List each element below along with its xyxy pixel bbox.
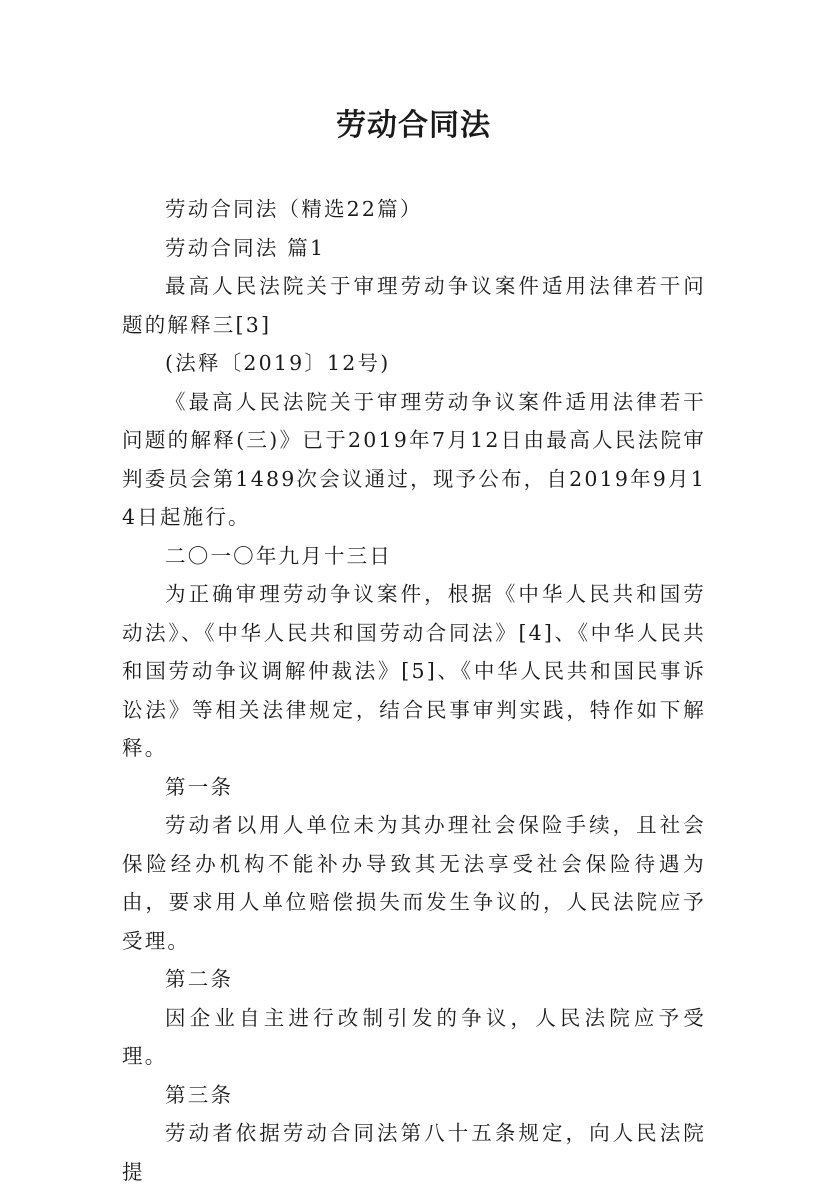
- document-title: 劳动合同法: [336, 108, 491, 143]
- paragraph: 因企业自主进行改制引发的争议，人民法院应予受理。: [122, 1005, 706, 1068]
- paragraph: 劳动合同法 篇1: [165, 235, 326, 260]
- paragraph: 劳动合同法（精选22篇）: [165, 197, 423, 221]
- document-body: [122, 190, 706, 1191]
- article-heading: 第一条: [165, 774, 234, 799]
- paragraph: (法释〔2019〕12号): [165, 351, 391, 375]
- paragraph: 二〇一〇年九月十三日: [165, 543, 393, 568]
- paragraph: 劳动者依据劳动合同法第八十五条规定，向人民法院提: [122, 1121, 706, 1184]
- article-heading: 第三条: [165, 1082, 234, 1107]
- paragraph: 为正确审理劳动争议案件，根据《中华人民共和国劳动法》、《中华人民共和国劳动合同法》[4]、《中华人民共和国劳动争议调解仲裁法》[5]、《中华人民共和国民事诉讼法》等相关法律规定，结合民事审判实践，特作如下解释。: [122, 582, 706, 760]
- paragraph: 最高人民法院关于审理劳动争议案件适用法律若干问题的解释三[3]: [122, 274, 706, 337]
- article-heading: 第二条: [165, 967, 234, 991]
- paragraph: 劳动者以用人单位未为其办理社会保险手续，且社会保险经办机构不能补办导致其无法享受社会保险待遇为由，要求用人单位赔偿损失而发生争议的，人民法院应予受理。: [122, 813, 706, 953]
- paragraph: 《最高人民法院关于审理劳动争议案件适用法律若干问题的解释(三)》已于2019年7月12日由最高人民法院审判委员会第1489次会议通过，现予公布，自2019年9月14日起施行。: [122, 389, 706, 529]
